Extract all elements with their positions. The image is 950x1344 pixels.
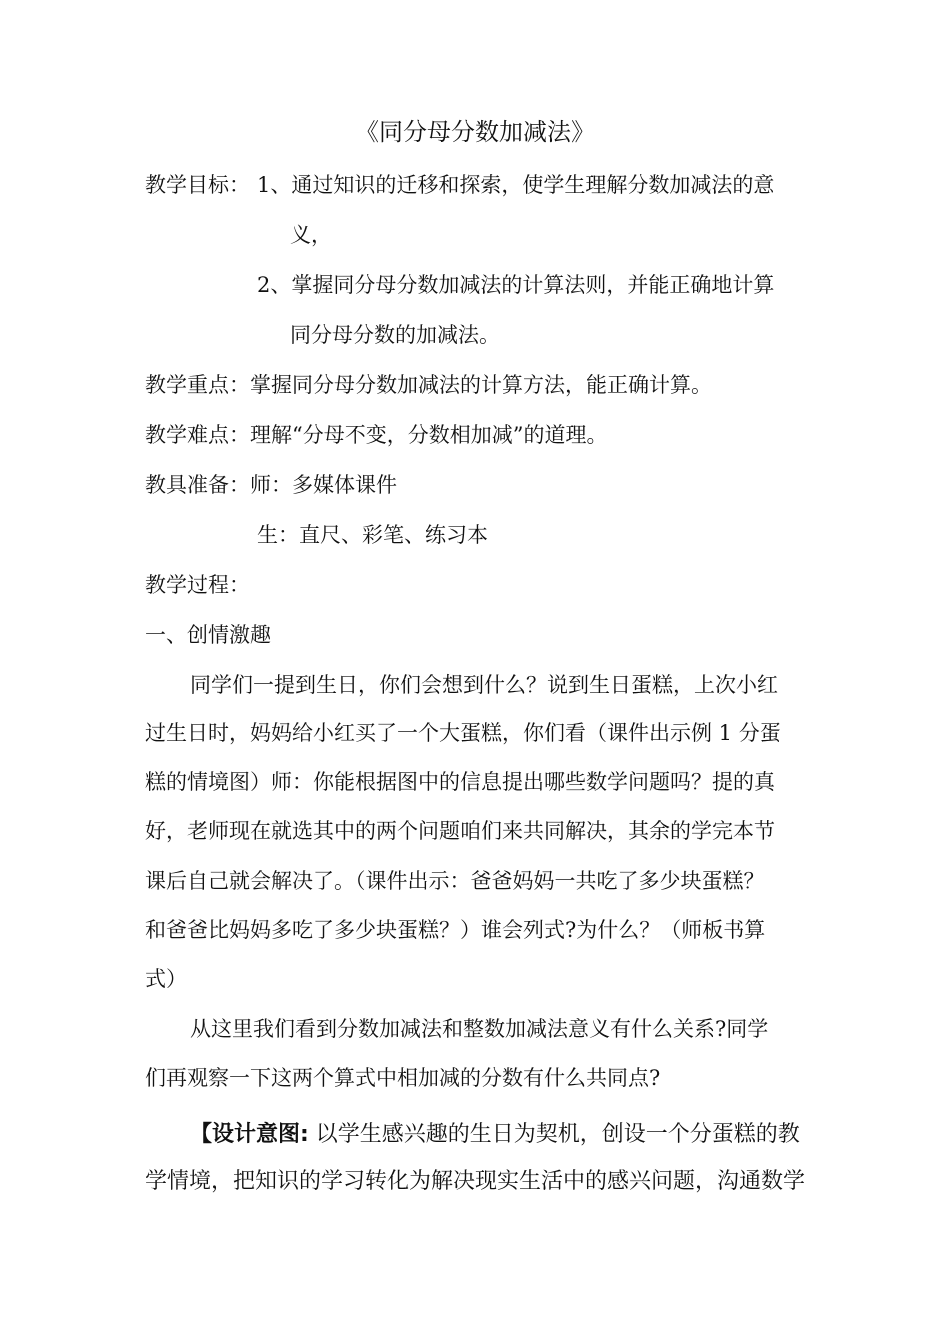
objective-2-line-2: 同分母分数的加减法。 xyxy=(290,323,500,347)
difficulty: 教学难点：理解“分母不变，分数相加减”的道理。 xyxy=(145,423,608,447)
design-intent-line-2: 学情境，把知识的学习转化为解决现实生活中的感兴问题，沟通数学 xyxy=(145,1169,806,1194)
paragraph-1-line: 好，老师现在就选其中的两个问题咱们来共同解决，其余的学完本节 xyxy=(145,819,775,843)
design-intent-line-1 xyxy=(190,1120,800,1150)
objective-1-line-2: 义， xyxy=(290,223,332,247)
paragraph-1-line: 糕的情境图）师：你能根据图中的信息提出哪些数学问题吗？提的真 xyxy=(145,770,775,794)
document-title: 《同分母分数加减法》 xyxy=(355,118,595,146)
key-point: 教学重点：掌握同分母分数加减法的计算方法，能正确计算。 xyxy=(145,373,712,397)
paragraph-2-line: 从这里我们看到分数加减法和整数加减法意义有什么关系?同学 xyxy=(190,1017,769,1041)
tools-teacher: 教具准备：师：多媒体课件 xyxy=(145,473,397,497)
paragraph-1-line: 和爸爸比妈妈多吃了多少块蛋糕？）谁会列式?为什么？（师板书算 xyxy=(145,918,766,942)
paragraph-2-line: 们再观察一下这两个算式中相加减的分数有什么共同点? xyxy=(145,1066,661,1090)
objectives-label: 教学目标： xyxy=(145,173,250,197)
paragraph-1-line: 课后自己就会解决了。（课件出示：爸爸妈妈一共吃了多少块蛋糕？ xyxy=(145,869,765,893)
objective-2-line-1: 2、掌握同分母分数加减法的计算法则，并能正确地计算 xyxy=(257,273,775,297)
paragraph-1-line: 同学们一提到生日，你们会想到什么？说到生日蛋糕，上次小红 xyxy=(190,673,778,697)
design-intent-label: 【设计意图: xyxy=(190,1122,309,1147)
paragraph-1-line: 式） xyxy=(145,967,187,991)
tools-student: 生：直尺、彩笔、练习本 xyxy=(257,523,488,547)
paragraph-1-line: 过生日时，妈妈给小红买了一个大蛋糕，你们看（课件出示例 1 分蛋 xyxy=(145,721,781,745)
objective-1-line-1: 1、通过知识的迁移和探索，使学生理解分数加减法的意 xyxy=(257,173,775,197)
section-1-heading: 一、创情激趣 xyxy=(145,623,271,647)
process-label: 教学过程： xyxy=(145,573,250,597)
design-intent-text: 以学生感兴趣的生日为契机，创设一个分蛋糕的教 xyxy=(308,1122,800,1147)
